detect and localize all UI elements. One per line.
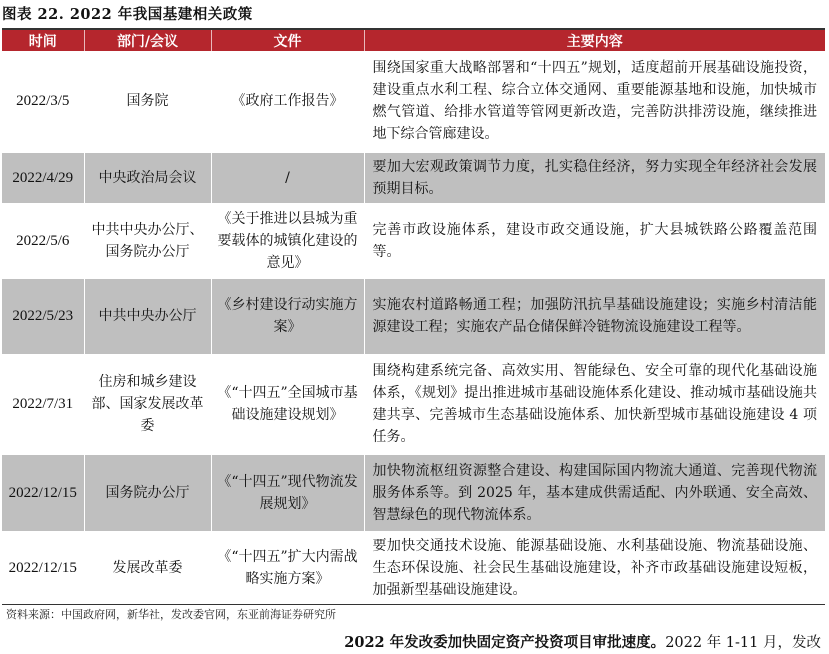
- cell-document: 《政府工作报告》: [211, 51, 364, 152]
- cell-department: 中共中央办公厅、国务院办公厅: [84, 203, 211, 278]
- cell-document: 《“十四五”全国城市基础设施建设规划》: [211, 354, 364, 454]
- body-text-line: [344, 634, 821, 652]
- table-row: [2, 152, 825, 203]
- bottom-rule: [2, 604, 825, 605]
- cell-department: 中共中央办公厅: [84, 278, 211, 354]
- table-header-row: [2, 30, 825, 51]
- cell-document: 《乡村建设行动实施方案》: [211, 278, 364, 354]
- cell-content: 完善市政设施体系，建设市政交通设施，扩大县城铁路公路覆盖范围等。: [364, 203, 825, 278]
- cell-department: 发展改革委: [84, 531, 211, 605]
- cell-date: 2022/12/15: [2, 531, 84, 605]
- header-date: 时间: [2, 30, 84, 51]
- cell-department: 住房和城乡建设部、国家发展改革委: [84, 354, 211, 454]
- cell-department: 国务院: [84, 51, 211, 152]
- table-row: [2, 278, 825, 354]
- cell-date: 2022/4/29: [2, 152, 84, 203]
- table-row: [2, 51, 825, 152]
- table-row: [2, 203, 825, 278]
- cell-content: 要加快交通技术设施、能源基础设施、水利基础设施、物流基础设施、生态环保设施、社会民生基础设施建设，补齐市政基础设施建设短板，加强新型基础设施建设。: [364, 531, 825, 605]
- table-row: [2, 354, 825, 454]
- source-note: 资料来源：中国政府网，新华社，发改委官网，东亚前海证券研究所: [6, 608, 336, 621]
- policy-table: [2, 30, 825, 606]
- cell-content: 围绕构建系统完备、高效实用、智能绿色、安全可靠的现代化基础设施体系，《规划》提出推进城市基础设施体系化建设、推动城市基础设施共建共享、完善城市生态基础设施体系、加快新型城市基础设施建设 4 项任务。: [364, 354, 825, 454]
- cell-date: 2022/5/6: [2, 203, 84, 278]
- cell-date: 2022/7/31: [2, 354, 84, 454]
- table-row: [2, 454, 825, 531]
- cell-content: 加快物流枢纽资源整合建设、构建国际国内物流大通道、完善现代物流服务体系等。到 2025 年，基本建成供需适配、内外联通、安全高效、智慧绿色的现代物流体系。: [364, 454, 825, 531]
- body-text-rest: 2022 年 1-11 月，发改: [665, 635, 821, 651]
- cell-document: 《“十四五”现代物流发展规划》: [211, 454, 364, 531]
- cell-department: 中央政治局会议: [84, 152, 211, 203]
- cell-document: /: [211, 152, 364, 203]
- cell-department: 国务院办公厅: [84, 454, 211, 531]
- header-document: 文件: [211, 30, 364, 51]
- header-content: 主要内容: [364, 30, 825, 51]
- body-text-bold: 2022 年发改委加快固定资产投资项目审批速度。: [344, 634, 666, 651]
- cell-content: 围绕国家重大战略部署和“十四五”规划，适度超前开展基础设施投资，建设重点水利工程、综合立体交通网、重要能源基地和设施，加快城市燃气管道、给排水管道等管网更新改造，完善防洪排涝设施，继续推进地下综合管廊建设。: [364, 51, 825, 152]
- cell-date: 2022/3/5: [2, 51, 84, 152]
- cell-document: 《关于推进以县城为重要载体的城镇化建设的意见》: [211, 203, 364, 278]
- cell-content: 实施农村道路畅通工程；加强防汛抗旱基础设施建设；实施乡村清洁能源建设工程；实施农产品仓储保鲜冷链物流设施建设工程等。: [364, 278, 825, 354]
- cell-content: 要加大宏观政策调节力度，扎实稳住经济，努力实现全年经济社会发展预期目标。: [364, 152, 825, 203]
- figure-title: 图表 22. 2022 年我国基建相关政策: [2, 6, 253, 23]
- cell-date: 2022/5/23: [2, 278, 84, 354]
- cell-date: 2022/12/15: [2, 454, 84, 531]
- cell-document: 《“十四五”扩大内需战略实施方案》: [211, 531, 364, 605]
- header-department: 部门/会议: [84, 30, 211, 51]
- table-row: [2, 531, 825, 605]
